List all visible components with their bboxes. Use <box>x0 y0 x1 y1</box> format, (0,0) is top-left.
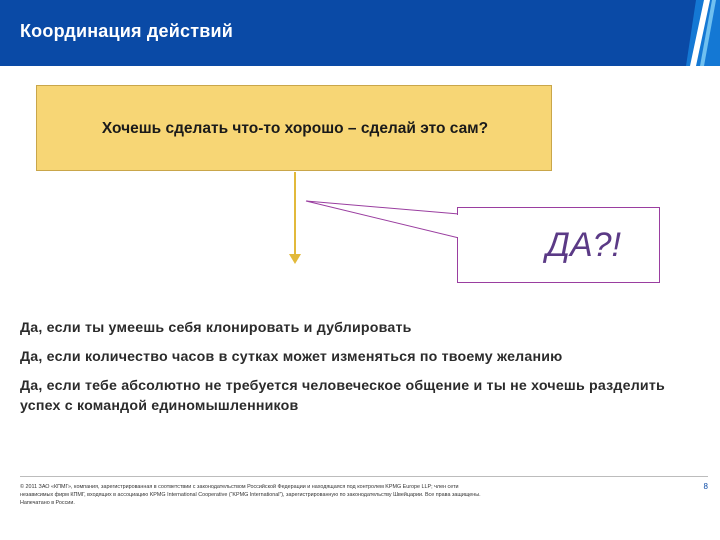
header-accent-stripes <box>686 0 720 66</box>
bullet-item: Да, если тебе абсолютно не требуется человеческое общение и ты не хочешь разделить успех с командой единомышленников <box>20 378 665 414</box>
bullet-item: Да, если количество часов в сутках может изменяться по твоему желанию <box>20 349 563 365</box>
bullet-item: Да, если ты умеешь себя клонировать и дублировать <box>20 320 412 336</box>
question-box <box>36 85 552 171</box>
down-arrow-head <box>289 254 301 264</box>
question-text: Хочешь сделать что-то хорошо – сделай это сам? <box>101 120 489 137</box>
callout-box <box>457 207 660 283</box>
copyright-text: © 2011 ЗАО «КПМГ», компания, зарегистрированная в соответствии с законодательством Российской Федерации и находящаяся под контролем KPMG Europe LLP; член сети независимых фирм КПМГ, входящих в ассоциацию KPMG International Cooperative (“KPMG International”), зарегистрированную по законодательству Швейцарии. Все права защищены. Напечатано в России. <box>20 484 481 506</box>
callout-tail <box>306 201 459 238</box>
footer-divider <box>20 476 708 477</box>
callout-text: ДА?! <box>546 226 621 264</box>
header-bar <box>0 0 720 66</box>
bullet-list <box>20 318 680 425</box>
page-number: 8 <box>703 482 708 491</box>
page-title: Координация действий <box>20 21 234 41</box>
